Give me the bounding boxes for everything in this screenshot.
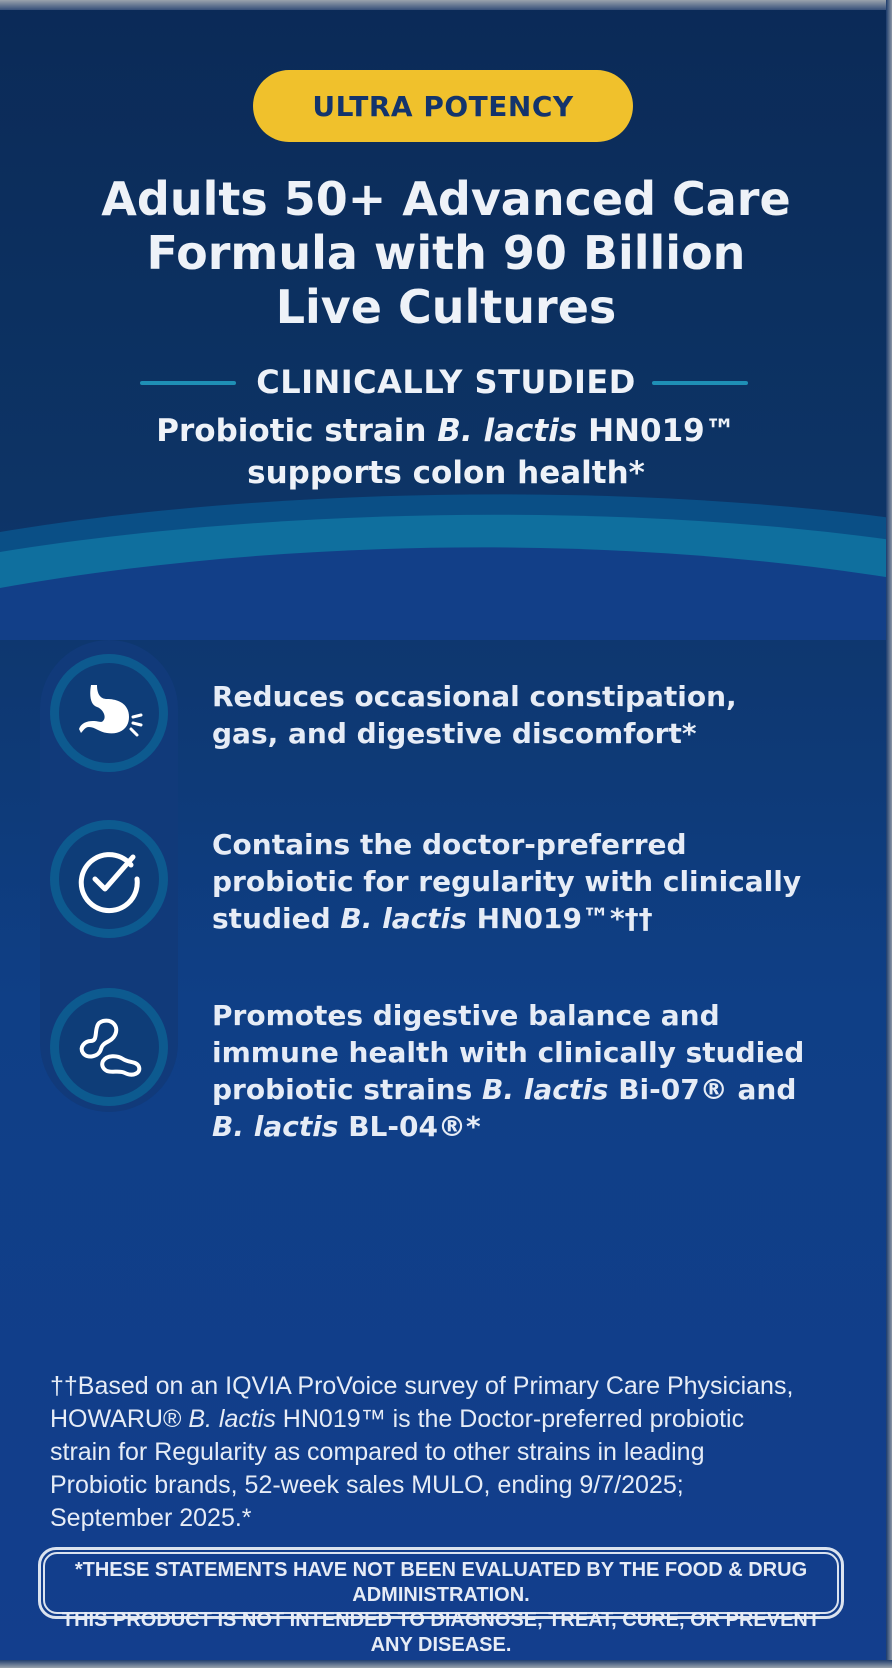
check-icon-badge <box>50 820 168 938</box>
footnote: ††Based on an IQVIA ProVoice survey of Primary Care Physicians, HOWARU® B. lactis HN019™ is the Doctor-preferred probiotic strain for Regularity as compared to other strains in leading Probiotic brands, 52-week sales MULO, ending 9/7/2025; September 2025.* <box>50 1372 794 1532</box>
product-headline <box>40 172 852 334</box>
top-edge <box>0 0 892 10</box>
claim-line: supports colon health* <box>247 455 645 491</box>
right-edge <box>886 0 892 1668</box>
check-circle-icon <box>73 843 145 915</box>
headline-line: Formula with 90 Billion <box>146 226 746 280</box>
ultra-potency-badge: ULTRA POTENCY <box>253 70 633 142</box>
clinically-studied-row <box>0 362 892 402</box>
benefit-regularity: Contains the doctor-preferred probiotic for regularity with clinically studied B. lactis HN019™*†† <box>212 828 802 935</box>
stomach-icon <box>73 677 145 749</box>
claim-line: Probiotic strain B. lactis HN019™ <box>156 413 736 449</box>
headline-line: Adults 50+ Advanced Care <box>101 172 791 226</box>
colon-health-claim <box>60 410 832 494</box>
disclaimer-line: THIS PRODUCT IS NOT INTENDED TO DIAGNOSE, TREAT, CURE, OR PREVENT ANY DISEASE. <box>61 1609 821 1656</box>
benefit-constipation: Reduces occasional constipation, gas, and digestive discomfort* <box>212 680 737 750</box>
stomach-icon-badge <box>50 654 168 772</box>
right-rule <box>652 381 748 385</box>
bacteria-icon-badge <box>50 988 168 1106</box>
benefit-immune: Promotes digestive balance and immune health with clinically studied probiotic strains B. lactis Bi-07® and B. lactis BL-04®* <box>212 999 805 1143</box>
headline-line: Live Cultures <box>275 280 617 334</box>
wave-band <box>0 480 892 640</box>
clinically-studied-label: CLINICALLY STUDIED <box>256 363 636 401</box>
fda-disclaimer-box <box>38 1547 844 1656</box>
bottom-edge <box>0 1660 892 1668</box>
bacteria-icon <box>73 1011 145 1083</box>
disclaimer-line: *THESE STATEMENTS HAVE NOT BEEN EVALUATED BY THE FOOD & DRUG ADMINISTRATION. <box>74 1559 808 1606</box>
